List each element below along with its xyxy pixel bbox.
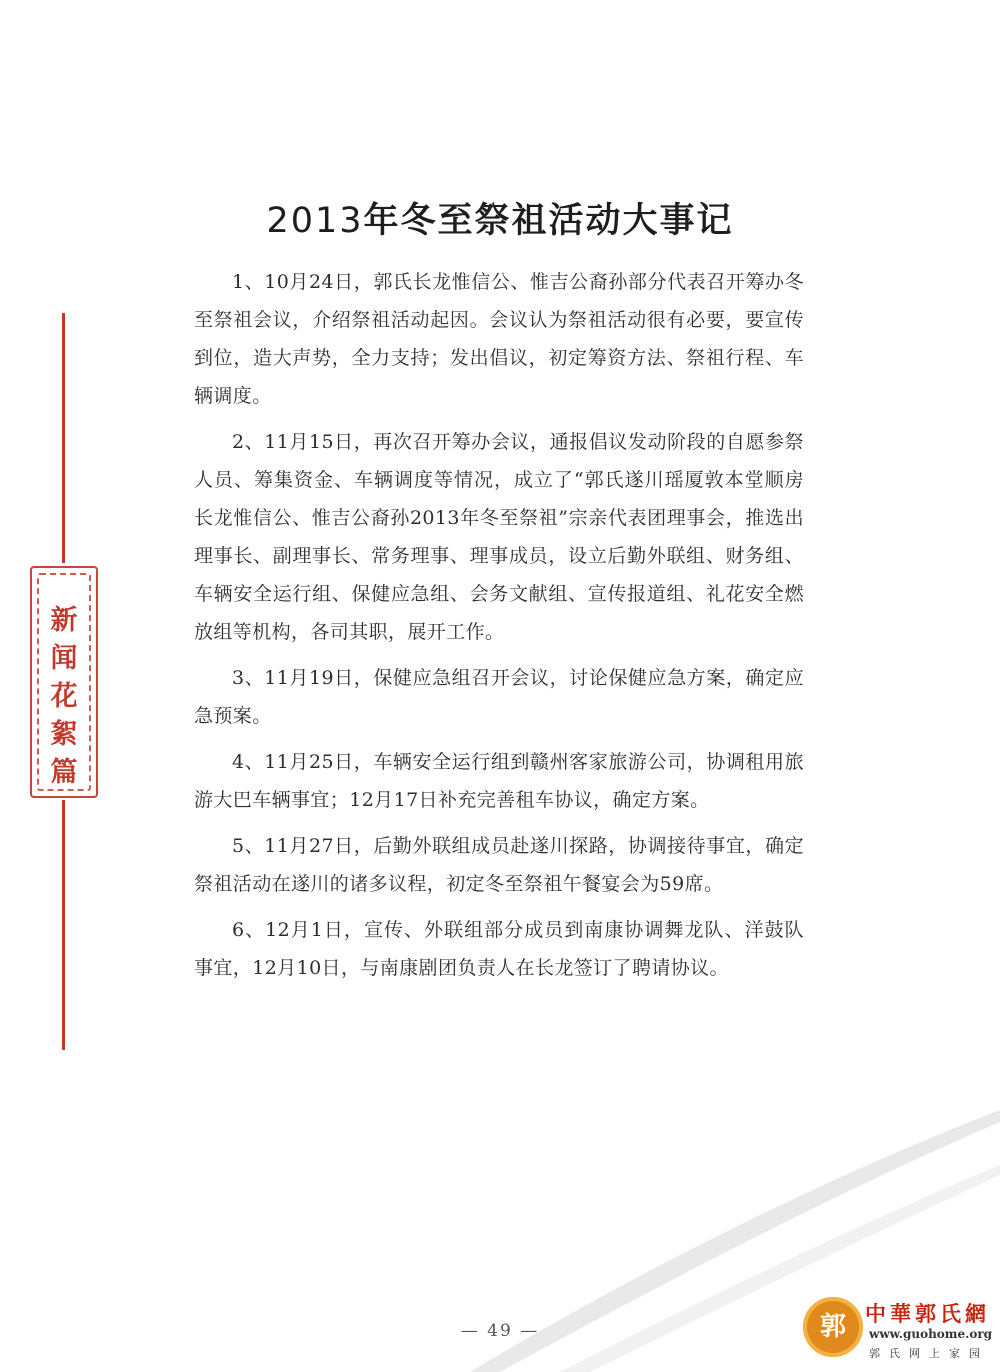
watermark-slogan: 郭氏网上家园 <box>869 1347 989 1360</box>
section-label-char: 篇 <box>50 757 78 788</box>
section-label-char: 絮 <box>50 719 78 750</box>
section-label-char: 闻 <box>50 643 78 674</box>
page-title <box>0 193 1000 243</box>
paragraph: 4、11月25日，车辆安全运行组到赣州客家旅游公司，协调租用旅游大巴车辆事宜；12月17日补充完善租车协议，确定方案。 <box>194 751 804 811</box>
watermark-url: www.guohome.org <box>869 1327 993 1341</box>
seal-icon: 郭 <box>803 1297 863 1357</box>
section-label-char: 新 <box>50 605 78 636</box>
article-body <box>194 263 804 995</box>
section-label <box>30 566 98 798</box>
paragraph: 5、11月27日，后勤外联组成员赴遂川探路，协调接待事宜，确定祭祖活动在遂川的诸多议程，初定冬至祭祖午餐宴会为59席。 <box>194 835 804 895</box>
title-text: 年冬至祭祖活动大事记 <box>363 201 734 242</box>
paragraph: 3、11月19日，保健应急组召开会议，讨论保健应急方案，确定应急预案。 <box>194 667 804 727</box>
side-divider-top <box>62 313 65 563</box>
paragraph: 6、12月1日，宣传、外联组部分成员到南康协调舞龙队、洋鼓队事宜，12月10日，与南康剧团负责人在长龙签订了聘请协议。 <box>194 919 804 979</box>
page-number: — 49 — <box>460 1321 540 1341</box>
paragraph: 2、11月15日，再次召开筹办会议，通报倡议发动阶段的自愿参祭人员、筹集资金、车辆调度等情况，成立了“郭氏遂川瑶厦敦本堂顺房长龙惟信公、惟吉公裔孙2013年冬至祭祖”宗亲代表团理事会，推选出理事长、副理事长、常务理事、理事成员，设立后勤外联组、财务组、车辆安全运行组、保健应急组、会务文献组、宣传报道组、礼花安全燃放组等机构，各司其职，展开工作。 <box>194 431 804 643</box>
title-year: 2013 <box>266 201 364 242</box>
side-divider-bottom <box>62 800 65 1050</box>
site-watermark-logo <box>795 1292 1000 1372</box>
section-label-char: 花 <box>50 681 78 712</box>
paragraph: 1、10月24日，郭氏长龙惟信公、惟吉公裔孙部分代表召开筹办冬至祭祖会议，介绍祭祖活动起因。会议认为祭祖活动很有必要，要宣传到位，造大声势，全力支持；发出倡议，初定筹资方法、祭祖行程、车辆调度。 <box>194 271 804 407</box>
watermark-site-name: 中華郭氏網 <box>865 1301 990 1326</box>
